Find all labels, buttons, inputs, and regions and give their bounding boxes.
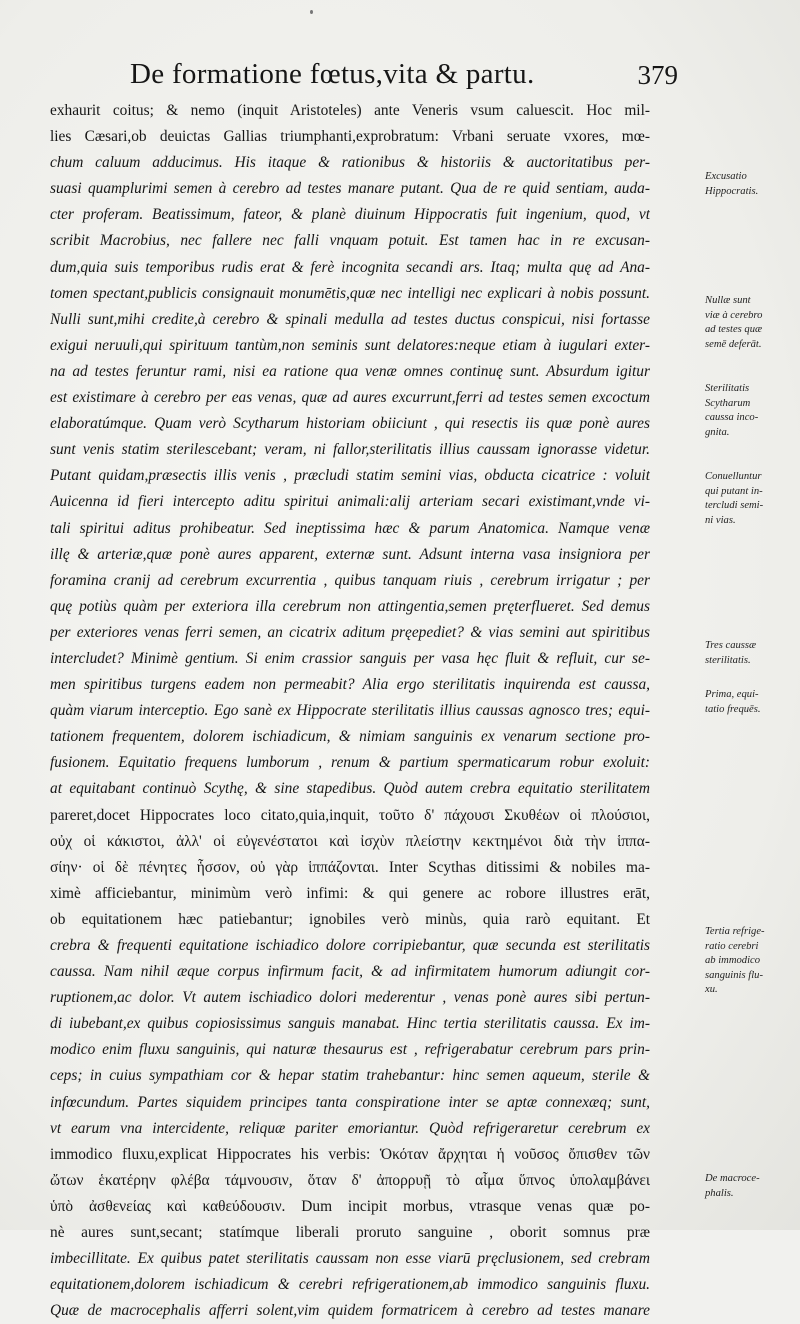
text-line: ὑπὸ ἀσθενείας καὶ καθεύδουσιν. Dum incipit morbus, vtrasque venas quæ po- <box>50 1197 650 1215</box>
margin-note-line: tercludi semi- <box>705 500 764 512</box>
text-line: Putant quidam,præsectis illis venis , præcludi statim semini vias, obducta cicatrice : voluit <box>50 467 650 485</box>
text-line: fusionem. Equitatio frequens lumborum , renum & partium spermaticarum robur exoluit: <box>50 754 650 772</box>
text-line: imbecillitate. Ex quibus patet sterilitatis caussam non esse viarū pręclusionem, sed crebram <box>50 1250 650 1268</box>
text-line: Nulli sunt,mihi credite,à cerebro & spinali medulla ad testes ductus conspicui, nisi fortasse <box>50 310 650 328</box>
margin-note-line: qui putant in- <box>705 485 763 497</box>
text-line: exigui neruuli,qui spirituum tantùm,non seminis sunt delatores:neque etiam à iugulari exter- <box>50 336 650 354</box>
margin-note-line: tatio frequēs. <box>705 703 761 715</box>
text-line: ob equitationem hæc patiebantur; ignobiles verò minùs, quia rarò equitant. Et <box>50 910 650 928</box>
margin-note-line: ratio cerebri <box>705 940 759 952</box>
margin-note-line: sanguinis flu- <box>705 969 763 981</box>
text-line: men spiritibus turgens eadem non permeabit? Alia ergo sterilitatis inquirenda est caussa, <box>50 676 650 694</box>
margin-note-tertia <box>705 925 800 998</box>
text-line: illę & arteriæ,quæ ponè aures apparent, externæ sunt. Adsunt interna vasa insigniora per <box>50 545 650 563</box>
text-line: per exteriores venas ferri semen, an cicatrix aditum pręepediet? & vias semini aut spiritibus <box>50 623 650 641</box>
margin-note-conuelluntur <box>705 470 800 528</box>
text-line: lies Cæsari,ob deuictas Gallias triumphanti,exprobratum: Vrbani seruate vxores, mœ- <box>50 128 650 146</box>
text-line: cter proferam. Beatissimum, fateor, & planè diuinum Hippocratis fuit ingenium, quod, vt <box>50 206 650 224</box>
margin-note-line: Scytharum <box>705 397 751 409</box>
text-line: pareret,docet Hippocrates loco citato,quia,inquit, τοῦτο δ' πάχουσι Σκυθέων οἱ πλούσιοι, <box>50 806 650 824</box>
text-line: tationem frequentem, dolorem ischiadicum, & nimiam sanguinis ex venarum sectione pro- <box>50 728 650 746</box>
margin-note-line: Prima, equi- <box>705 689 759 700</box>
text-line: sunt venis statim sterilescebant; veram, ni fallor,sterilitatis illius caussam ignorasse videtur. <box>50 441 650 459</box>
margin-note-line: phalis. <box>705 1187 734 1199</box>
text-line: tomen spectant,publicis consignauit monumētis,quæ nec intelligi nec explicari à nobis possunt. <box>50 284 650 302</box>
text-line: quę potiùs quàm per exteriora illa cerebrum non attingentia,semen pręterflueret. Sed demus <box>50 597 650 615</box>
margin-note-line: viæ à cerebro <box>705 309 763 321</box>
margin-note-line: De macroce- <box>705 1173 760 1184</box>
text-line: na ad testes feruntur rami, nisi ea ratione qua venæ omnes continuę sunt. Absurdum igitur <box>50 362 650 380</box>
printing-mark <box>310 10 313 14</box>
text-line: foramina cranij ad cerebrum excurrentia , quibus tanquam riuis , cerebrum irrigatur ; per <box>50 571 650 589</box>
text-line: intercludet? Minimè gentium. Si enim crassior sanguis per vasa hęc fluit & refluit, cur se- <box>50 649 650 667</box>
text-line: caussa. Nam nihil æque corpus infirmum facit, & ad infirmitatem humorum adiungit cor- <box>50 963 650 981</box>
margin-note-line: caussa inco- <box>705 412 759 424</box>
margin-note-tres-caussae <box>705 639 800 668</box>
text-line: chum caluum adducimus. His itaque & rationibus & historiis & auctoritatibus per- <box>50 154 650 172</box>
margin-note-prima <box>705 688 800 717</box>
margin-note-line: ab immodico <box>705 955 761 967</box>
text-line: vt earum vna intercidente, reliquæ pariter emoriantur. Quòd refrigeraretur cerebrum ex <box>50 1119 650 1137</box>
margin-note-line: semē deferāt. <box>705 338 762 350</box>
text-line: σίην· οἱ δὲ πένητες ἧσσον, οὐ γὰρ ἱππάζονται. Inter Scythas ditissimi & nobiles ma- <box>50 858 650 876</box>
text-line: ruptionem,ac dolor. Vt autem ischiadico dolori mederentur , venas ponè aures sibi pertun- <box>50 989 650 1007</box>
text-line: quàm viarum interceptio. Ego sanè ex Hippocrate sterilitatis illius caussas agnosco tres; equi- <box>50 702 650 720</box>
margin-note-line: Tertia refrige- <box>705 926 765 937</box>
text-line: suasi quamplurimi semen à cerebro ad testes manare putant. Qua de re quid sentiam, auda- <box>50 180 650 198</box>
text-line: est existimare à cerebro per eas venas, quæ ad aures excurrunt,ferri ad testes semen excoctum <box>50 389 650 407</box>
text-line: ceps; in cuius sympathiam cor & hepar statim trahebantur: hinc semen aqueum, sterile & <box>50 1067 650 1085</box>
text-line: immodico fluxu,explicat Hippocrates his verbis: Ὁκόταν ἄρχηται ἡ νοῦσος ὄπισθεν τῶν <box>50 1145 650 1163</box>
running-title: De formatione fœtus,vita & partu. <box>130 58 535 90</box>
margin-note-line: xu. <box>705 984 718 996</box>
page-number: 379 <box>637 60 678 90</box>
text-line: exhaurit coitus; & nemo (inquit Aristoteles) ante Veneris vsum caluescit. Hoc mil- <box>50 102 650 119</box>
main-text-column <box>50 98 765 1324</box>
text-line: ὤτων ἑκατέρην φλέβα τάμνουσιν, ὅταν δ' ἀπορρυῇ τὸ αἷμα ὕπνος ὑπολαμβάνει <box>50 1171 650 1189</box>
text-line: crebra & frequenti equitatione ischiadico dolore corripiebantur, quæ secunda est sterilitatis <box>50 937 650 954</box>
margin-note-nullae-viae <box>705 294 800 352</box>
margin-note-line: Hippocratis. <box>705 185 759 197</box>
text-line: ximè afficiebantur, minimùm verò infimi: & qui genere ac robore illustres erāt, <box>50 884 650 902</box>
text-line: tali spiritui aditus prohibeatur. Sed ineptissima hæc & parum Anatomica. Namque venæ <box>50 519 650 537</box>
text-line: Auicenna id fieri intercepto aditu spiritui animali:alij arteriam secari existimant,vnde vi- <box>50 493 650 511</box>
margin-note-line: Tres caussæ <box>705 640 757 651</box>
margin-note-line: gnita. <box>705 426 730 438</box>
margin-note-line: Excusatio <box>705 171 747 182</box>
margin-note-line: Nullæ sunt <box>705 295 751 306</box>
text-line: elaboratúmque. Quam verò Scytharum historiam obiiciunt , qui resectis iis quæ ponè aures <box>50 415 650 433</box>
margin-note-sterilitatis-scytharum <box>705 382 800 440</box>
margin-note-line: ni vias. <box>705 514 736 526</box>
text-line: di iubebant,ex quibus copiosissimus sanguis manabat. Hinc tertia sterilitatis caussa. Ex im- <box>50 1015 650 1033</box>
text-line: at equitabant continuò Scythę, & sine stapedibus. Quòd autem crebra equitatio sterilitatem <box>50 780 650 798</box>
text-line: nè aures sunt,secant; statímque liberali proruto sanguine , oborit somnus præ <box>50 1224 650 1242</box>
margin-note-line: Sterilitatis <box>705 383 750 394</box>
text-line: equitationem,dolorem ischiadicum & cerebri refrigerationem,ab immodico sanguinis fluxu. <box>50 1276 650 1294</box>
margin-note-line: sterilitatis. <box>705 654 751 666</box>
text-line: modico enim fluxu sanguinis, qui naturæ thesaurus est , refrigerabatur cerebrum pars prin- <box>50 1041 650 1059</box>
page-header <box>118 58 678 98</box>
text-line: dum,quia suis temporibus rudis erat & ferè incognita secandi ars. Itaq; multa quę ad Ana- <box>50 258 650 276</box>
margin-note-line: Conuelluntur <box>705 471 762 482</box>
margin-note-macrocephalis <box>705 1172 800 1201</box>
text-line: infœcundum. Partes siquidem principes tanta conspiratione inter se aptæ connexæq; sunt, <box>50 1093 650 1111</box>
text-line: scribit Macrobius, nec fallere nec falli vnquam potuit. Est tamen hac in re excusan- <box>50 232 650 250</box>
text-line: οὐχ οἱ κάκιστοι, ἀλλ' οἱ εὐγενέστατοι καὶ ἰσχὺν πλείστην κεκτημένοι διὰ τὴν ἱππα- <box>50 832 650 850</box>
margin-note-line: ad testes quæ <box>705 324 763 336</box>
text-line: Quæ de macrocephalis afferri solent,vim quidem formatricem à cerebro ad testes manare <box>50 1302 650 1320</box>
margin-note-excusatio <box>705 170 800 199</box>
